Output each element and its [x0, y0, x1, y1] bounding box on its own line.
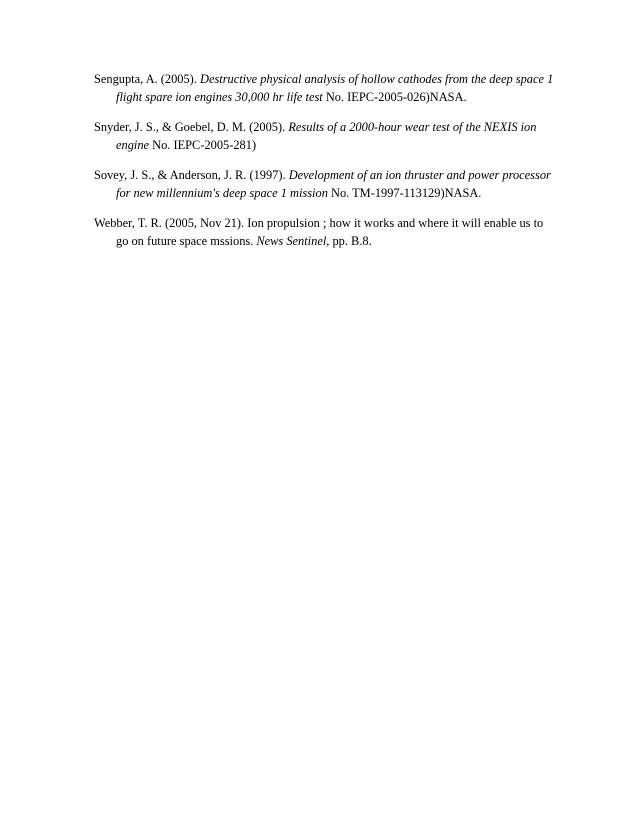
reference-author-date: Webber, T. R. (2005, Nov 21). Ion propulsion ; how it works and where it will enable us to go on future space mssions. — [94, 216, 544, 248]
reference-details: pp. B.8. — [329, 234, 372, 248]
reference-details: No. TM-1997-113129)NASA. — [327, 186, 482, 200]
reference-title: Development of an ion thruster and power processor for new millennium's deep space 1 mission — [116, 168, 551, 200]
reference-title: Results of a 2000-hour wear test of the NEXIS ion engine — [116, 120, 537, 152]
reference-author-date: Sengupta, A. (2005). — [94, 72, 200, 86]
reference-author-date: Sovey, J. S., & Anderson, J. R. (1997). — [94, 168, 289, 182]
reference-title: Destructive physical analysis of hollow cathodes from the deep space 1 flight spare ion engines 30,000 hr life test — [116, 72, 554, 104]
reference-entry-sovey — [94, 166, 554, 202]
reference-entry-webber — [94, 214, 554, 250]
reference-title: News Sentinel, — [256, 234, 330, 248]
reference-author-date: Snyder, J. S., & Goebel, D. M. (2005). — [94, 120, 289, 134]
reference-entry-snyder — [94, 118, 554, 154]
reference-list — [94, 70, 554, 262]
reference-details: No. IEPC-2005-026)NASA. — [322, 90, 467, 104]
reference-entry-sengupta — [94, 70, 554, 106]
reference-details: No. IEPC-2005-281) — [149, 138, 257, 152]
